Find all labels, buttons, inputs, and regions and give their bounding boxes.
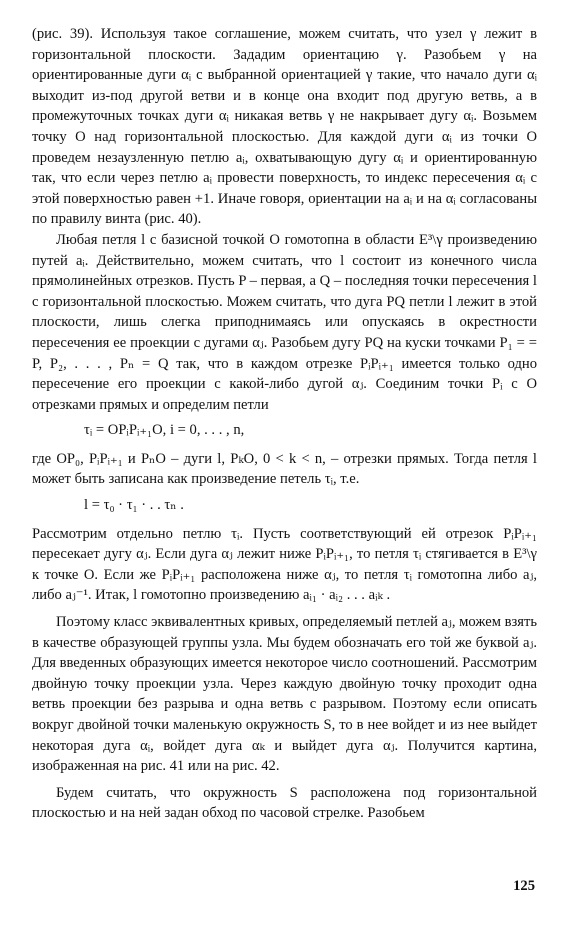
- paragraph: Будем считать, что окружность S расположена под горизонтальной плоскостью и на ней задан обход по часовой стрелке. Разобьем: [32, 784, 537, 822]
- formula-loop-product: l = τ₀ · τ₁ · . . τₙ .: [84, 497, 184, 514]
- paragraph: (рис. 39). Используя такое соглашение, можем считать, что узел γ лежит в горизонтальной плоскости. Зададим ориентацию γ. Разобьем γ на ориентированные дуги αᵢ с выбранной ориентацией γ такие, что начало дуги αᵢ выходит из-под другой ветви и в конце она входит под другую ветвь, а в промежуточных точках дуги αᵢ никакая ветвь γ не накрывает дугу αᵢ. Возьмем точку O над горизонтальной плоскостью. Для каждой дуги αᵢ из точки O проведем незаузленную петлю aᵢ, охватывающую дугу αᵢ и ориентированную так, что если через петлю aᵢ провести поверхность, то индекс пересечения αᵢ с этой поверхностью равен +1. Иначе говоря, ориентации на aᵢ и на αᵢ согласованы по правилу винта (рис. 40).: [32, 26, 537, 228]
- paragraph: Рассмотрим отдельно петлю τᵢ. Пусть соответствующий ей отрезок PᵢPᵢ₊₁ пересекает дугу αⱼ. Если дуга αⱼ лежит ниже PᵢPᵢ₊₁, то петля τᵢ стягивается в E³\γ к точке O. Если же PᵢPᵢ₊₁ расположена ниже αⱼ, то петля τᵢ гомотопна либо aⱼ, либо aⱼ⁻¹. Итак, l гомотопно произведению aᵢ₁ · aᵢ₂ . . . aᵢₖ .: [32, 525, 537, 604]
- page-number: 125: [513, 878, 535, 894]
- paragraph: где OP₀, PᵢPᵢ₊₁ и PₙO – дуги l, PₖO, 0 < k < n, – отрезки прямых. Тогда петля l может быть записана как произведение петель τᵢ, т.е.: [32, 450, 537, 488]
- paragraph: Поэтому класс эквивалентных кривых, определяемый петлей aⱼ, можем взять в качестве образующей группы узла. Мы будем обозначать его той же буквой aⱼ. Для введенных образующих имеется некоторое число соотношений. Рассмотрим двойную точку проекции узла. Через каждую двойную точку проходит одна ветвь проекции без разрыва и одна ветвь с разрывом. Поэтому если описать вокруг двойной точки маленькую окружность S, то в нее войдет и из нее выйдет некоторая дуга αᵢ, войдет дуга αₖ и выйдет дуга αⱼ. Получится картина, изображенная на рис. 41 или на рис. 42.: [32, 614, 538, 775]
- paragraph: Любая петля l с базисной точкой O гомотопна в области E³\γ произведению путей aᵢ. Действительно, можем считать, что l состоит из конечного числа прямолинейных отрезков. Пусть P – первая, а Q – последняя точки пересечения l с горизонтальной плоскостью. Можем считать, что дуга PQ петли l лежит в этой плоскости, лишь слегка приподнимаясь или опускаясь в окрестности пересечения ее проекции с дугами αⱼ. Разобьем дугу PQ на куски точками P₁ = = P, P₂, . . . , Pₙ = Q так, что в каждом отрезке PᵢPᵢ₊₁ имеется только одно пересечение его проекции с какой-либо дугой αⱼ. Соединим точки Pᵢ с O отрезками прямых и определим петли: [32, 231, 537, 413]
- formula-loop-definition: τᵢ = OPᵢPᵢ₊₁O, i = 0, . . . , n,: [84, 422, 245, 439]
